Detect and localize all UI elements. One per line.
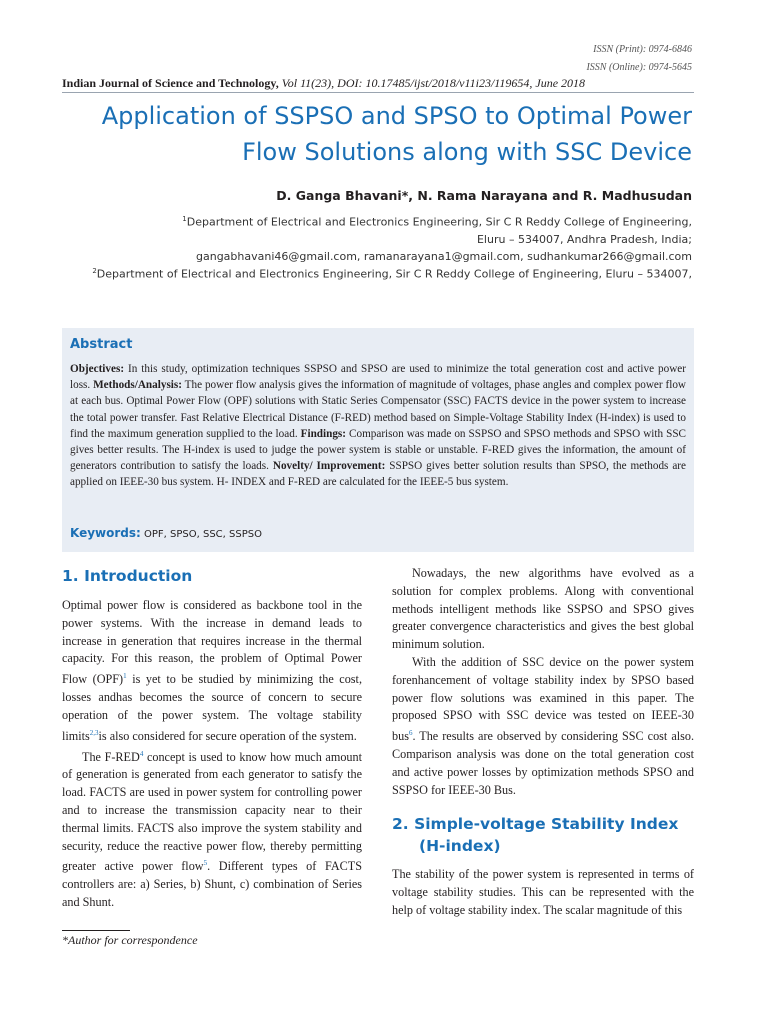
- journal-name: Indian Journal of Science and Technology,: [62, 76, 279, 90]
- intro-p4-text-a: With the addition of SSC device on the power system forenhancement of voltage stability index by SPSO based power flow solutions was examined in this paper. The proposed SPSO with SSC device was tested on IEEE-30 bus: [392, 654, 694, 744]
- footnote: *Author for correspondence: [62, 933, 198, 947]
- column-right: [392, 565, 694, 799]
- abstract-methods-label: Methods/Analysis:: [93, 379, 182, 392]
- section-2-body: [392, 866, 694, 919]
- header-rule: [62, 92, 694, 93]
- intro-p1-text-c: is also considered for secure operation of the system.: [98, 728, 357, 743]
- intro-p2-text-b: concept is used to know how much amount of generation is generated from each generator to satisfy the load. FACTS are used in power system for controlling power and to increase the transmission capacity near to their thermal limits. FACTS also improve the system stability and security, reduce the reactive power flow, thereby permitting greater active power flow: [62, 749, 362, 874]
- issn-online: ISSN (Online): 0974-5645: [586, 62, 692, 73]
- affiliation-1-line-1: Department of Electrical and Electronics Engineering, Sir C R Reddy College of Engineering,: [186, 215, 692, 229]
- citation-link[interactable]: 1: [123, 672, 127, 681]
- intro-p2-text-c: . Different types of FACTS controllers are: a) Series, b) Shunt, c) combination of Series and Shunt.: [62, 859, 362, 909]
- citation-link[interactable]: 5: [203, 859, 208, 868]
- abstract-heading: Abstract: [70, 337, 133, 352]
- citation-link[interactable]: 6: [408, 729, 413, 738]
- intro-p1-text-b: is yet to be studied by minimizing the cost, losses andhas becomes the source of concern to secure operation of the power system. The voltage stability limits: [62, 672, 362, 743]
- abstract-novelty-text: SSPSO gives better solution results than SPSO, the methods are applied on IEEE-30 bus system. H- INDEX and F-RED are calculated for the IEEE-5 bus system.: [70, 460, 686, 489]
- author-list: D. Ganga Bhavani*, N. Rama Narayana and R. Madhusudan: [276, 188, 692, 203]
- column-left: [62, 597, 362, 912]
- affiliation-1-emails: gangabhavani46@gmail.com, ramanarayana1@gmail.com, sudhankumar266@gmail.com: [196, 250, 692, 263]
- section-2-paragraph-1: The stability of the power system is represented in terms of voltage stability studies. This can be represented with the help of voltage stability index. The scalar magnitude of this: [392, 867, 694, 917]
- abstract-novelty-label: Novelty/ Improvement:: [272, 460, 386, 473]
- citation-link[interactable]: 2,3: [89, 728, 99, 737]
- abstract-objectives-text: In this study, optimization techniques SSPSO and SPSO are used to minimize the total generation cost and active power loss.: [70, 363, 686, 392]
- title-line-1: Application of SSPSO and SPSO to Optimal Power: [101, 102, 692, 130]
- affiliation-mark-2: 2: [92, 267, 97, 275]
- affiliation-2: [92, 267, 692, 281]
- intro-paragraph-3: Nowadays, the new algorithms have evolved as a solution for complex problems. Along with conventional methods intelligent methods like SSPSO and SPSO gives greater convergence characteristics and gives the best global minimum solution.: [392, 566, 694, 652]
- section-2-heading-line-1: 2. Simple-voltage Stability Index: [392, 815, 679, 833]
- abstract-body: [70, 361, 686, 491]
- keywords: [70, 526, 262, 540]
- affiliation-1: [182, 215, 692, 229]
- abstract-methods-text: The power flow analysis gives the information of magnitude of voltages, phase angles and complex power flow at each bus. Optimal Power Flow (OPF) solutions with Static Series Compensator (SSC) FACTS device in the power system to increase the total power transfer. Fast Relative Electrical Distance (F-RED) method based on Simple-Voltage Stability Index (H-index) is used to find the maximum generation supplied to the load.: [70, 379, 686, 440]
- keywords-label: Keywords:: [70, 526, 141, 540]
- citation-link[interactable]: 4: [139, 749, 144, 758]
- affiliation-1-address: Eluru – 534007, Andhra Pradesh, India;: [476, 233, 692, 246]
- section-2-heading: [392, 813, 678, 857]
- paper-title: [52, 98, 692, 170]
- abstract-findings-text: Comparison was made on SSPSO and SPSO methods and SPSO with SSC gives better results. The H-index is used to judge the power system is stable or unstable. F-RED gives the information, the amount of generators contribution to satisfy the loads.: [70, 427, 686, 473]
- intro-paragraph-2: [62, 746, 362, 912]
- intro-p1-text-a: Optimal power flow is considered as backbone tool in the power systems. With the increase in demand leads to increase in generation that requires increase in the thermal capacity. For this reason, the problem of Optimal Power Flow (OPF): [62, 598, 362, 687]
- affiliation-2-line-1: Department of Electrical and Electronics Engineering, Sir C R Reddy College of Engineering, Eluru – 534007,: [96, 267, 692, 281]
- intro-paragraph-1: [62, 597, 362, 746]
- abstract-objectives-label: Objectives:: [70, 363, 125, 375]
- intro-p2-text-a: The F-RED: [82, 749, 140, 764]
- issn-print: ISSN (Print): 0974-6846: [593, 44, 692, 55]
- intro-paragraph-4: [392, 654, 694, 799]
- intro-p4-text-b: . The results are observed by considering SSC cost also. Comparison analysis was done on the total generation cost and active power losses by optimization methods SPSO and SSPSO for IEEE-30 Bus.: [392, 729, 694, 797]
- section-2-heading-line-2: (H-index): [419, 837, 501, 855]
- journal-citation: [62, 76, 585, 91]
- footnote-rule: [62, 930, 130, 931]
- abstract-findings-label: Findings:: [300, 427, 347, 440]
- journal-details: Vol 11(23), DOI: 10.17485/ijst/2018/v11i23/119654, June 2018: [278, 76, 586, 90]
- title-line-2: Flow Solutions along with SSC Device: [242, 138, 692, 166]
- keywords-values: OPF, SPSO, SSC, SSPSO: [140, 529, 262, 540]
- affiliation-mark-1: 1: [182, 215, 187, 223]
- section-1-heading: 1. Introduction: [62, 567, 193, 585]
